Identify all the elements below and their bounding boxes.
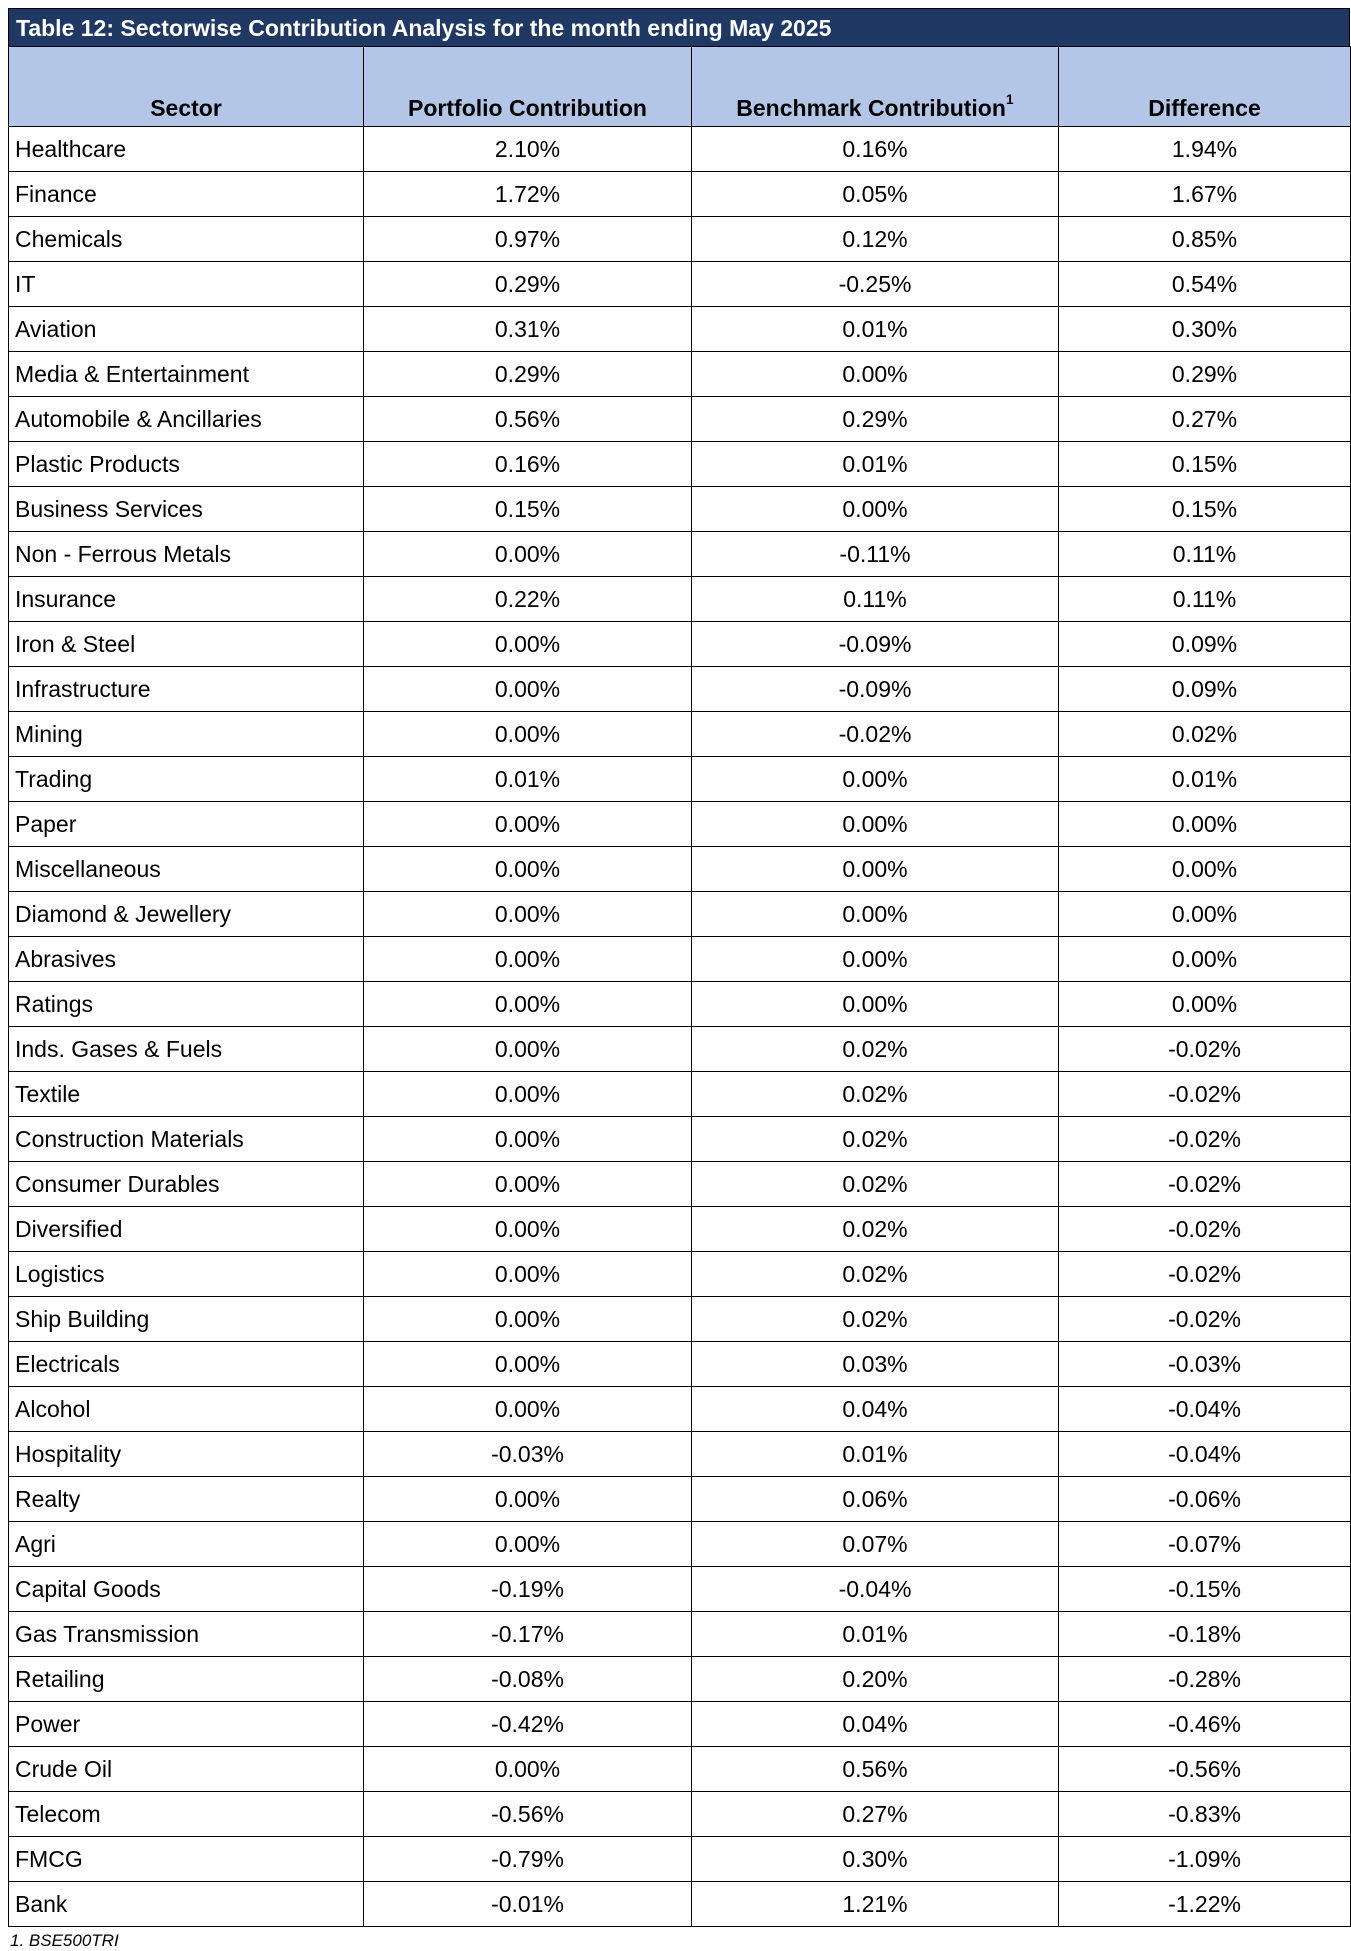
benchmark-contribution-cell: 0.04% [692, 1387, 1059, 1432]
sector-cell: Textile [9, 1072, 364, 1117]
benchmark-contribution-cell: 0.02% [692, 1027, 1059, 1072]
difference-cell: -0.02% [1059, 1072, 1351, 1117]
table-body [9, 127, 1351, 1927]
sector-cell: Consumer Durables [9, 1162, 364, 1207]
sector-cell: Plastic Products [9, 442, 364, 487]
benchmark-contribution-cell: 0.02% [692, 1117, 1059, 1162]
benchmark-contribution-cell: 0.00% [692, 757, 1059, 802]
table-row [9, 127, 1351, 172]
table-row [9, 1747, 1351, 1792]
sector-cell: Alcohol [9, 1387, 364, 1432]
difference-cell: 0.00% [1059, 982, 1351, 1027]
difference-cell: 0.00% [1059, 847, 1351, 892]
sector-cell: Power [9, 1702, 364, 1747]
difference-cell: 0.30% [1059, 307, 1351, 352]
header-row [9, 47, 1351, 127]
table-row [9, 1837, 1351, 1882]
portfolio-contribution-cell: 0.00% [364, 667, 692, 712]
table-row [9, 802, 1351, 847]
table-row [9, 1207, 1351, 1252]
benchmark-contribution-cell: 0.05% [692, 172, 1059, 217]
benchmark-contribution-cell: 0.00% [692, 802, 1059, 847]
benchmark-contribution-cell: 0.20% [692, 1657, 1059, 1702]
sector-cell: Chemicals [9, 217, 364, 262]
sector-cell: Paper [9, 802, 364, 847]
sector-cell: Iron & Steel [9, 622, 364, 667]
table-row [9, 1882, 1351, 1927]
table-row [9, 487, 1351, 532]
sector-cell: Gas Transmission [9, 1612, 364, 1657]
portfolio-contribution-cell: 0.00% [364, 1072, 692, 1117]
difference-cell: -0.04% [1059, 1387, 1351, 1432]
sector-cell: Capital Goods [9, 1567, 364, 1612]
table-row [9, 1702, 1351, 1747]
portfolio-contribution-cell: 0.00% [364, 1747, 692, 1792]
sector-cell: Diamond & Jewellery [9, 892, 364, 937]
portfolio-contribution-cell: 0.16% [364, 442, 692, 487]
table-row [9, 1117, 1351, 1162]
header-portfolio-contribution: Portfolio Contribution [364, 47, 692, 127]
portfolio-contribution-cell: 0.22% [364, 577, 692, 622]
sector-cell: Infrastructure [9, 667, 364, 712]
difference-cell: 0.00% [1059, 892, 1351, 937]
table-row [9, 1027, 1351, 1072]
difference-cell: 0.15% [1059, 487, 1351, 532]
table-title: Table 12: Sectorwise Contribution Analysis for the month ending May 2025 [8, 8, 1350, 46]
benchmark-contribution-cell: 0.01% [692, 1432, 1059, 1477]
difference-cell: -1.22% [1059, 1882, 1351, 1927]
header-difference: Difference [1059, 47, 1351, 127]
portfolio-contribution-cell: 0.00% [364, 622, 692, 667]
portfolio-contribution-cell: 0.00% [364, 1477, 692, 1522]
sector-cell: IT [9, 262, 364, 307]
difference-cell: -0.02% [1059, 1117, 1351, 1162]
contribution-table [8, 46, 1351, 1927]
sector-cell: Trading [9, 757, 364, 802]
benchmark-contribution-cell: 0.30% [692, 1837, 1059, 1882]
benchmark-contribution-cell: -0.04% [692, 1567, 1059, 1612]
table-row [9, 1567, 1351, 1612]
portfolio-contribution-cell: 0.00% [364, 1207, 692, 1252]
difference-cell: -0.56% [1059, 1747, 1351, 1792]
difference-cell: -0.46% [1059, 1702, 1351, 1747]
table-row [9, 217, 1351, 262]
table-row [9, 892, 1351, 937]
portfolio-contribution-cell: 0.00% [364, 847, 692, 892]
portfolio-contribution-cell: -0.19% [364, 1567, 692, 1612]
table-row [9, 1522, 1351, 1567]
table-row [9, 1342, 1351, 1387]
difference-cell: -0.02% [1059, 1027, 1351, 1072]
portfolio-contribution-cell: -0.01% [364, 1882, 692, 1927]
sector-cell: Insurance [9, 577, 364, 622]
sector-cell: Finance [9, 172, 364, 217]
table-row [9, 1252, 1351, 1297]
benchmark-contribution-cell: 0.29% [692, 397, 1059, 442]
portfolio-contribution-cell: 0.00% [364, 1162, 692, 1207]
table-row [9, 442, 1351, 487]
difference-cell: 0.01% [1059, 757, 1351, 802]
benchmark-contribution-cell: 1.21% [692, 1882, 1059, 1927]
difference-cell: -0.02% [1059, 1297, 1351, 1342]
sector-cell: Mining [9, 712, 364, 757]
portfolio-contribution-cell: 2.10% [364, 127, 692, 172]
portfolio-contribution-cell: 0.29% [364, 262, 692, 307]
sector-cell: Automobile & Ancillaries [9, 397, 364, 442]
table-row [9, 532, 1351, 577]
benchmark-contribution-cell: 0.02% [692, 1162, 1059, 1207]
benchmark-contribution-cell: 0.00% [692, 892, 1059, 937]
portfolio-contribution-cell: 0.01% [364, 757, 692, 802]
portfolio-contribution-cell: 0.31% [364, 307, 692, 352]
sector-cell: FMCG [9, 1837, 364, 1882]
difference-cell: 0.11% [1059, 532, 1351, 577]
difference-cell: -0.18% [1059, 1612, 1351, 1657]
portfolio-contribution-cell: 0.00% [364, 532, 692, 577]
sector-cell: Ratings [9, 982, 364, 1027]
benchmark-contribution-cell: -0.02% [692, 712, 1059, 757]
table-row [9, 1387, 1351, 1432]
difference-cell: -0.83% [1059, 1792, 1351, 1837]
footnote: 1. BSE500TRI [10, 1931, 119, 1950]
difference-cell: 0.29% [1059, 352, 1351, 397]
sector-cell: Agri [9, 1522, 364, 1567]
sector-cell: Business Services [9, 487, 364, 532]
difference-cell: 0.85% [1059, 217, 1351, 262]
table-row [9, 712, 1351, 757]
difference-cell: 0.15% [1059, 442, 1351, 487]
portfolio-contribution-cell: -0.17% [364, 1612, 692, 1657]
portfolio-contribution-cell: 0.56% [364, 397, 692, 442]
difference-cell: 0.11% [1059, 577, 1351, 622]
difference-cell: -0.03% [1059, 1342, 1351, 1387]
table-row [9, 757, 1351, 802]
benchmark-contribution-cell: 0.16% [692, 127, 1059, 172]
benchmark-contribution-cell: 0.06% [692, 1477, 1059, 1522]
table-row [9, 847, 1351, 892]
difference-cell: 0.00% [1059, 802, 1351, 847]
portfolio-contribution-cell: 0.00% [364, 1522, 692, 1567]
table-row [9, 937, 1351, 982]
sector-cell: Electricals [9, 1342, 364, 1387]
benchmark-contribution-cell: 0.01% [692, 442, 1059, 487]
benchmark-contribution-cell: -0.09% [692, 667, 1059, 712]
sector-cell: Miscellaneous [9, 847, 364, 892]
difference-cell: -1.09% [1059, 1837, 1351, 1882]
header-benchmark-contribution [692, 47, 1059, 127]
table-row [9, 1162, 1351, 1207]
benchmark-contribution-cell: 0.01% [692, 307, 1059, 352]
benchmark-contribution-cell: 0.11% [692, 577, 1059, 622]
benchmark-contribution-cell: 0.02% [692, 1207, 1059, 1252]
sector-cell: Construction Materials [9, 1117, 364, 1162]
sector-cell: Retailing [9, 1657, 364, 1702]
portfolio-contribution-cell: 0.00% [364, 982, 692, 1027]
portfolio-contribution-cell: 1.72% [364, 172, 692, 217]
benchmark-contribution-cell: 0.00% [692, 937, 1059, 982]
contribution-table-container [8, 8, 1350, 1951]
benchmark-contribution-cell: 0.00% [692, 487, 1059, 532]
table-row [9, 1297, 1351, 1342]
portfolio-contribution-cell: -0.03% [364, 1432, 692, 1477]
portfolio-contribution-cell: 0.00% [364, 1027, 692, 1072]
sector-cell: Non - Ferrous Metals [9, 532, 364, 577]
portfolio-contribution-cell: 0.15% [364, 487, 692, 532]
sector-cell: Aviation [9, 307, 364, 352]
sector-cell: Bank [9, 1882, 364, 1927]
sector-cell: Media & Entertainment [9, 352, 364, 397]
table-row [9, 1432, 1351, 1477]
benchmark-contribution-cell: 0.04% [692, 1702, 1059, 1747]
portfolio-contribution-cell: 0.00% [364, 802, 692, 847]
benchmark-contribution-cell: 0.56% [692, 1747, 1059, 1792]
table-row [9, 1657, 1351, 1702]
table-row [9, 172, 1351, 217]
benchmark-contribution-cell: 0.02% [692, 1072, 1059, 1117]
portfolio-contribution-cell: 0.97% [364, 217, 692, 262]
table-row [9, 307, 1351, 352]
benchmark-contribution-cell: 0.01% [692, 1612, 1059, 1657]
sector-cell: Inds. Gases & Fuels [9, 1027, 364, 1072]
benchmark-contribution-cell: 0.00% [692, 847, 1059, 892]
portfolio-contribution-cell: -0.08% [364, 1657, 692, 1702]
portfolio-contribution-cell: -0.42% [364, 1702, 692, 1747]
header-sector: Sector [9, 47, 364, 127]
portfolio-contribution-cell: 0.00% [364, 712, 692, 757]
sector-cell: Telecom [9, 1792, 364, 1837]
difference-cell: -0.06% [1059, 1477, 1351, 1522]
portfolio-contribution-cell: 0.00% [364, 1297, 692, 1342]
difference-cell: 0.54% [1059, 262, 1351, 307]
benchmark-contribution-cell: 0.00% [692, 352, 1059, 397]
table-row [9, 982, 1351, 1027]
table-row [9, 397, 1351, 442]
difference-cell: 1.94% [1059, 127, 1351, 172]
portfolio-contribution-cell: -0.79% [364, 1837, 692, 1882]
sector-cell: Crude Oil [9, 1747, 364, 1792]
portfolio-contribution-cell: 0.00% [364, 1342, 692, 1387]
portfolio-contribution-cell: 0.00% [364, 1387, 692, 1432]
portfolio-contribution-cell: 0.29% [364, 352, 692, 397]
header-benchmark-label: Benchmark Contribution [736, 95, 1006, 121]
difference-cell: -0.02% [1059, 1207, 1351, 1252]
sector-cell: Diversified [9, 1207, 364, 1252]
difference-cell: -0.04% [1059, 1432, 1351, 1477]
difference-cell: 1.67% [1059, 172, 1351, 217]
benchmark-contribution-cell: 0.27% [692, 1792, 1059, 1837]
table-row [9, 1072, 1351, 1117]
sector-cell: Hospitality [9, 1432, 364, 1477]
footnote-marker: 1 [1005, 91, 1014, 107]
table-row [9, 1612, 1351, 1657]
table-row [9, 262, 1351, 307]
benchmark-contribution-cell: -0.11% [692, 532, 1059, 577]
portfolio-contribution-cell: 0.00% [364, 1117, 692, 1162]
difference-cell: 0.09% [1059, 622, 1351, 667]
difference-cell: -0.07% [1059, 1522, 1351, 1567]
difference-cell: 0.27% [1059, 397, 1351, 442]
sector-cell: Ship Building [9, 1297, 364, 1342]
benchmark-contribution-cell: 0.02% [692, 1252, 1059, 1297]
benchmark-contribution-cell: 0.02% [692, 1297, 1059, 1342]
difference-cell: -0.02% [1059, 1162, 1351, 1207]
difference-cell: -0.02% [1059, 1252, 1351, 1297]
benchmark-contribution-cell: 0.12% [692, 217, 1059, 262]
difference-cell: -0.15% [1059, 1567, 1351, 1612]
difference-cell: 0.09% [1059, 667, 1351, 712]
table-row [9, 577, 1351, 622]
portfolio-contribution-cell: 0.00% [364, 1252, 692, 1297]
sector-cell: Logistics [9, 1252, 364, 1297]
difference-cell: 0.00% [1059, 937, 1351, 982]
portfolio-contribution-cell: -0.56% [364, 1792, 692, 1837]
difference-cell: -0.28% [1059, 1657, 1351, 1702]
sector-cell: Healthcare [9, 127, 364, 172]
benchmark-contribution-cell: -0.09% [692, 622, 1059, 667]
table-row [9, 1792, 1351, 1837]
benchmark-contribution-cell: -0.25% [692, 262, 1059, 307]
table-row [9, 1477, 1351, 1522]
portfolio-contribution-cell: 0.00% [364, 937, 692, 982]
benchmark-contribution-cell: 0.07% [692, 1522, 1059, 1567]
difference-cell: 0.02% [1059, 712, 1351, 757]
sector-cell: Realty [9, 1477, 364, 1522]
table-row [9, 352, 1351, 397]
benchmark-contribution-cell: 0.00% [692, 982, 1059, 1027]
portfolio-contribution-cell: 0.00% [364, 892, 692, 937]
benchmark-contribution-cell: 0.03% [692, 1342, 1059, 1387]
sector-cell: Abrasives [9, 937, 364, 982]
table-row [9, 622, 1351, 667]
table-row [9, 667, 1351, 712]
